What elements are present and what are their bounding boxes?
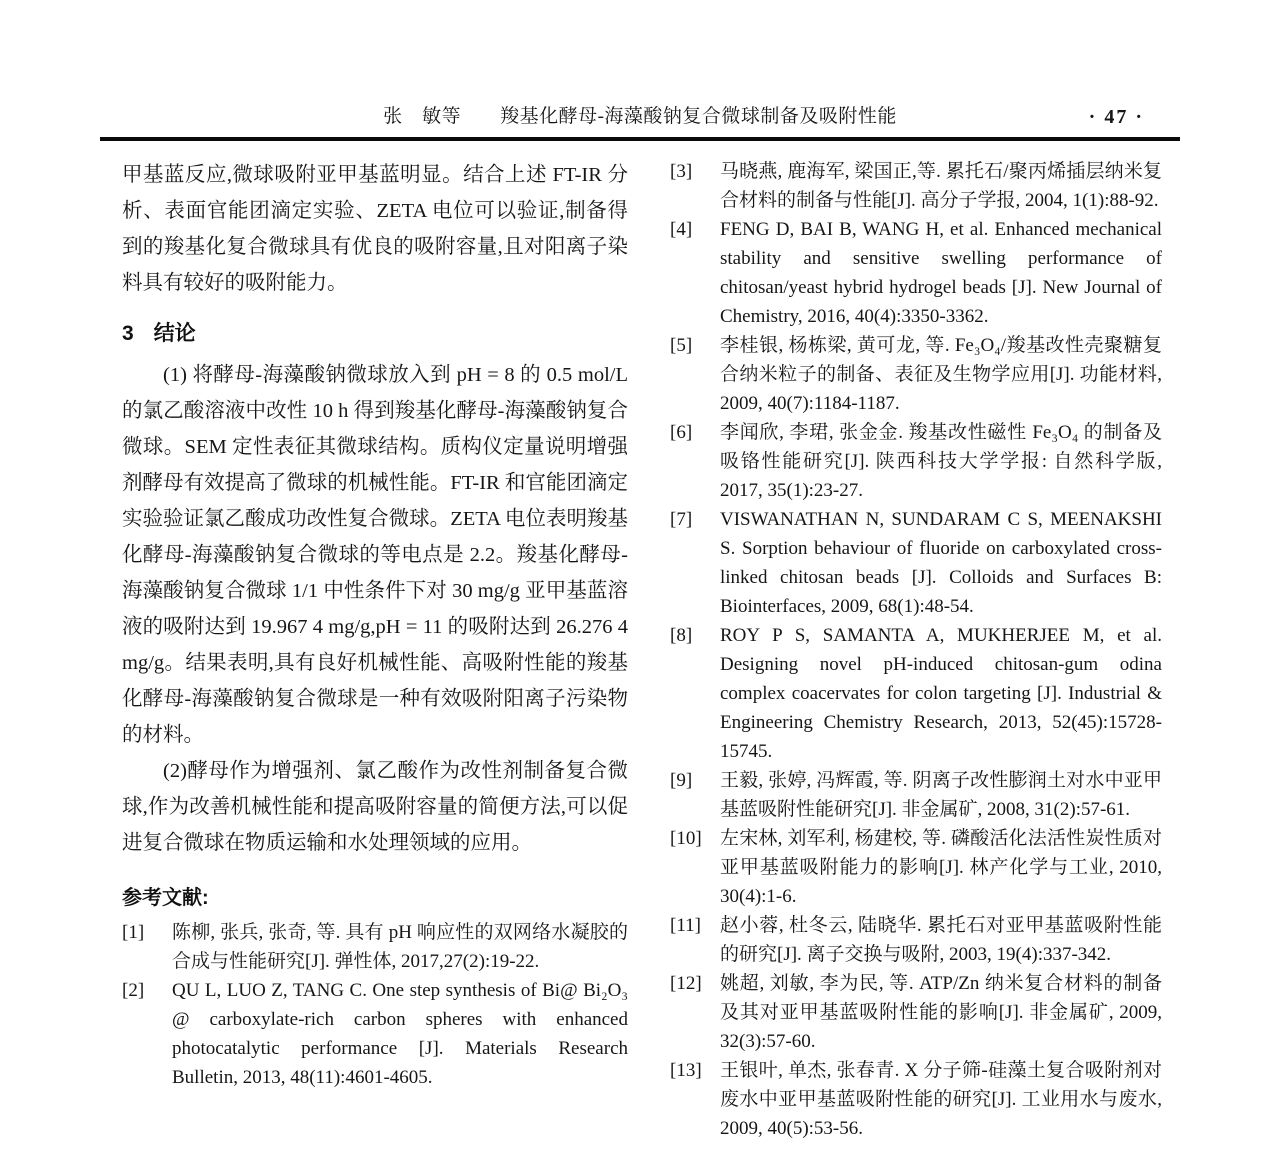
reference-label: [11] [670,915,701,936]
reference-label: [4] [670,219,693,240]
reference-item [122,976,628,1092]
reference-item [670,969,1162,1056]
reference-text: 姚超, 刘敏, 李为民, 等. ATP/Zn 纳米复合材料的制备及其对亚甲基蓝吸附性能的影响[J]. 非金属矿, 2009, 32(3):57-60. [720,973,1162,1052]
page-number: · 47 · [1088,106,1144,128]
reference-label: [8] [670,625,693,646]
reference-label: [3] [670,161,693,182]
body-paragraph-continuation: 甲基蓝反应,微球吸附亚甲基蓝明显。结合上述 FT-IR 分析、表面官能团滴定实验、ZETA 电位可以验证,制备得到的羧基化复合微球具有优良的吸附容量,且对阳离子染料具有较好的吸附能力。 [122,164,628,294]
reference-item [670,157,1162,215]
reference-item [670,215,1162,331]
page-header [100,103,1180,131]
reference-label: [6] [670,422,693,443]
reference-text: 李闻欣, 李珺, 张金金. 羧基改性磁性 Fe₃O₄ 的制备及吸铬性能研究[J]. 陕西科技大学学报: 自然科学版, 2017, 35(1):23-27. [720,422,1162,501]
reference-item [670,621,1162,766]
reference-label: [9] [670,770,693,791]
section-number: 3 [122,322,134,345]
reference-label: [1] [122,922,145,943]
reference-text: 王银叶, 单杰, 张春青. X 分子筛-硅藻土复合吸附剂对废水中亚甲基蓝吸附性能的研究[J]. 工业用水与废水, 2009, 40(5):53-56. [720,1060,1162,1139]
reference-text: 赵小蓉, 杜冬云, 陆晓华. 累托石对亚甲基蓝吸附性能的研究[J]. 离子交换与吸附, 2003, 19(4):337-342. [720,915,1162,965]
reference-text: 李桂银, 杨栋梁, 黄可龙, 等. Fe₃O₄/羧基改性壳聚糖复合纳米粒子的制备、表征及生物学应用[J]. 功能材料, 2009, 40(7):1184-1187. [720,335,1162,414]
section-heading [122,317,628,347]
header-rule [100,137,1180,141]
reference-item [670,331,1162,418]
reference-item [670,418,1162,505]
running-title: 张 敏等 羧基化酵母-海藻酸钠复合微球制备及吸附性能 [383,106,897,127]
reference-text: 马晓燕, 鹿海军, 梁国正,等. 累托石/聚丙烯插层纳米复合材料的制备与性能[J]. 高分子学报, 2004, 1(1):88-92. [720,161,1162,211]
reference-label: [10] [670,828,702,849]
reference-text: QU L, LUO Z, TANG C. One step synthesis of Bi@ Bi₂O₃ @ carboxylate-rich carbon spheres with enhanced photocatalytic performance [J]. Materials Research Bulletin, 2013, 48(11):4601-4605. [172,980,628,1088]
reference-text: 陈柳, 张兵, 张奇, 等. 具有 pH 响应性的双网络水凝胶的合成与性能研究[J]. 弹性体, 2017,27(2):19-22. [172,922,628,972]
reference-text: 王毅, 张婷, 冯辉霞, 等. 阴离子改性膨润土对水中亚甲基蓝吸附性能研究[J]. 非金属矿, 2008, 31(2):57-61. [720,770,1162,820]
reference-item [670,505,1162,621]
reference-item [122,918,628,976]
section-title: 结论 [153,322,196,345]
references-heading: 参考文献: [122,887,209,909]
reference-text: ROY P S, SAMANTA A, MUKHERJEE M, et al. Designing novel pH-induced chitosan-gum odina complex coacervates for colon targeting [J]. Industrial & Engineering Chemistry Research, 2013, 52(45):15728-15745. [720,625,1162,762]
reference-text: VISWANATHAN N, SUNDARAM C S, MEENAKSHI S. Sorption behaviour of fluoride on carboxylated cross-linked chitosan beads [J]. Colloids and Surfaces B: Biointerfaces, 2009, 68(1):48-54. [720,509,1162,617]
right-column [670,157,1162,1143]
conclusion-paragraph-2: (2)酵母作为增强剂、氯乙酸作为改性剂制备复合微球,作为改善机械性能和提高吸附容量的简便方法,可以促进复合微球在物质运输和水处理领域的应用。 [122,760,628,854]
reference-label: [2] [122,980,145,1001]
left-column [122,157,628,1143]
reference-item [670,1056,1162,1143]
reference-label: [5] [670,335,693,356]
reference-label: [7] [670,509,693,530]
conclusion-paragraph-1: (1) 将酵母-海藻酸钠微球放入到 pH = 8 的 0.5 mol/L的氯乙酸溶液中改性 10 h 得到羧基化酵母-海藻酸钠复合微球。SEM 定性表征其微球结构。质构仪定量说明增强剂酵母有效提高了微球的机械性能。FT-IR 和官能团滴定实验验证氯乙酸成功改性复合微球。ZETA 电位表明羧基化酵母-海藻酸钠复合微球的等电点是 2.2。羧基化酵母-海藻酸钠复合微球 1/1 中性条件下对 30 mg/g 亚甲基蓝溶液的吸附达到 19.967 4 mg/g,pH = 11 的吸附达到 26.276 4 mg/g。结果表明,具有良好机械性能、高吸附性能的羧基化酵母-海藻酸钠复合微球是一种有效吸附阳离子污染物的材料。 [122,364,628,746]
reference-label: [13] [670,1060,702,1081]
two-column-body [122,157,1162,1143]
reference-text: FENG D, BAI B, WANG H, et al. Enhanced mechanical stability and sensitive swelling performance of chitosan/yeast hybrid hydrogel beads [J]. New Journal of Chemistry, 2016, 40(4):3350-3362. [720,219,1162,327]
reference-item [670,911,1162,969]
reference-item [670,824,1162,911]
reference-text: 左宋林, 刘军利, 杨建校, 等. 磷酸活化法活性炭性质对亚甲基蓝吸附能力的影响[J]. 林产化学与工业, 2010, 30(4):1-6. [720,828,1162,907]
reference-item [670,766,1162,824]
reference-label: [12] [670,973,702,994]
